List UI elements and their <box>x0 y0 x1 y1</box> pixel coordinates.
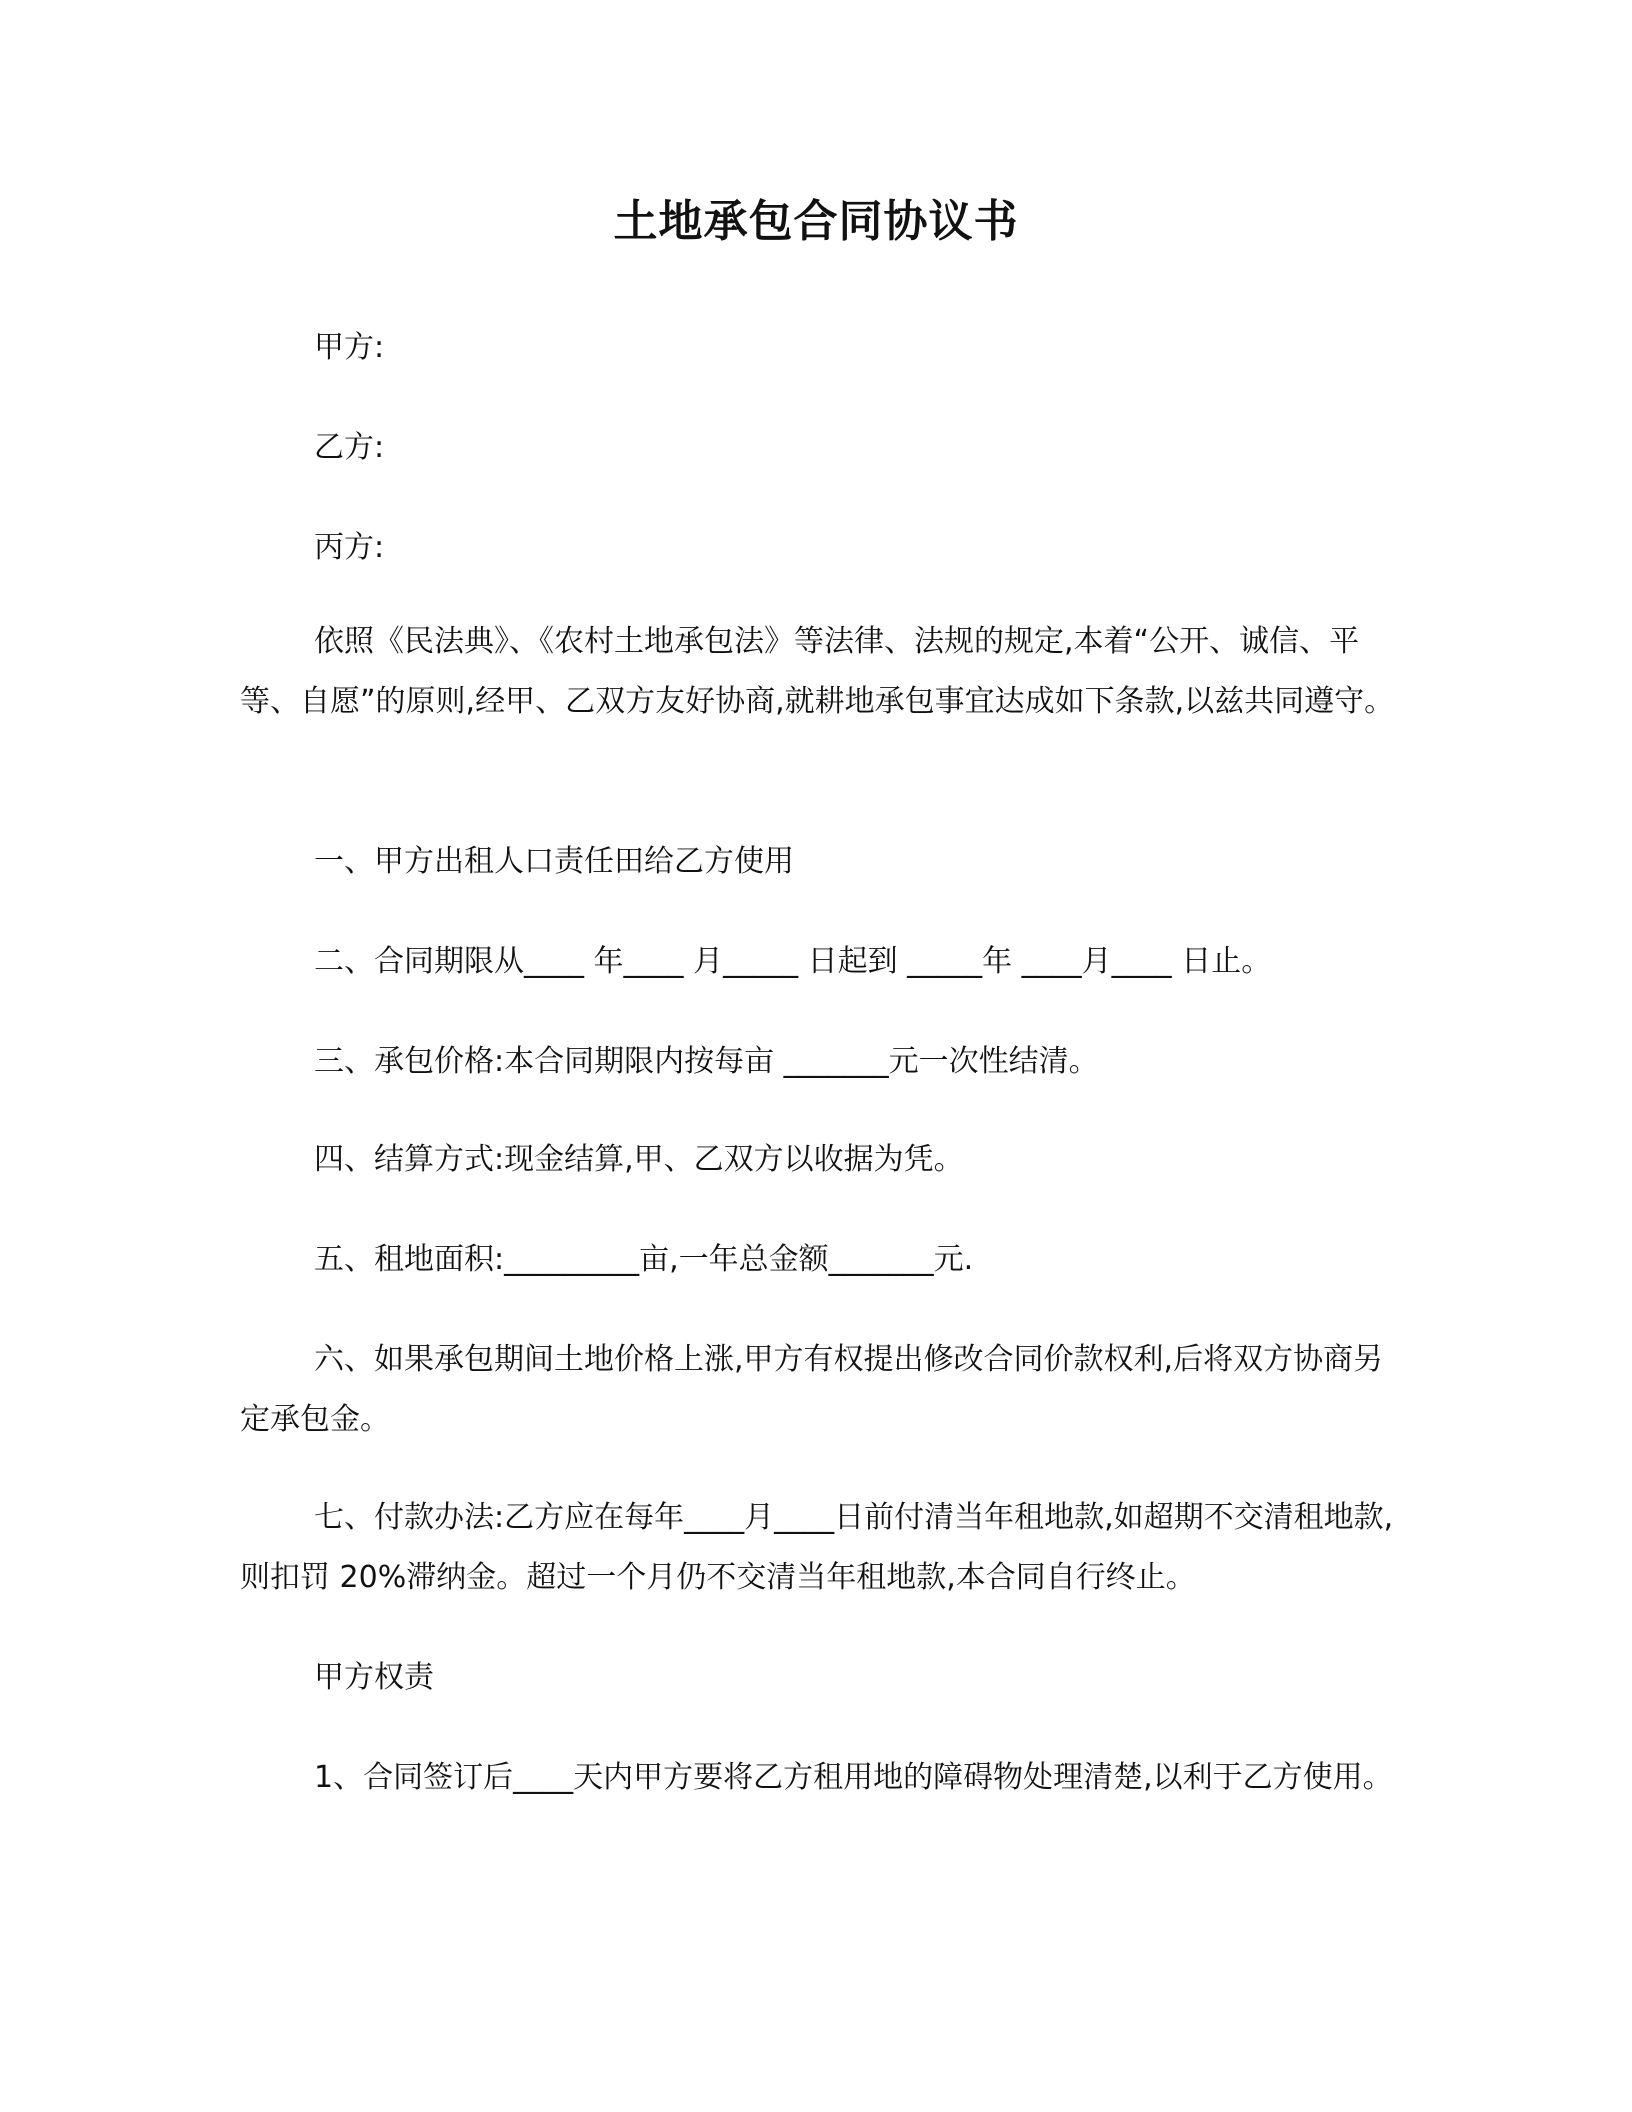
section-heading-party-a-duties: 甲方权责 <box>314 1660 434 1695</box>
clause-2: 二、合同期限从____ 年____ 月_____ 日起到 _____年 ____月____ 日止。 <box>314 944 1272 979</box>
clause-5: 五、租地面积:_________亩,一年总金额_______元. <box>314 1242 974 1277</box>
party-a-label: 甲方: <box>314 330 385 365</box>
preamble-paragraph: 依照《民法典》、《农村土地承包法》等法律、法规的规定,本着“公开、诚信、平等、自愿”的原则,经甲、乙双方友好协商,就耕地承包事宜达成如下条款,以兹共同遵守。 <box>240 624 1395 719</box>
party-a-duty-1: 1、合同签订后____天内甲方要将乙方租用地的障碍物处理清楚,以利于乙方使用。 <box>314 1760 1393 1795</box>
party-c-label: 丙方: <box>314 530 385 565</box>
document-title: 土地承包合同协议书 <box>613 196 1019 247</box>
clause-1: 一、甲方出租人口责任田给乙方使用 <box>314 844 794 879</box>
party-b-label: 乙方: <box>314 430 385 465</box>
clause-3: 三、承包价格:本合同期限内按每亩 _______元一次性结清。 <box>314 1044 1099 1079</box>
clause-7: 七、付款办法:乙方应在每年____月____日前付清当年租地款,如超期不交清租地款,则扣罚 20%滞纳金。超过一个月仍不交清当年租地款,本合同自行终止。 <box>240 1500 1394 1595</box>
clause-6: 六、如果承包期间土地价格上涨,甲方有权提出修改合同价款权利,后将双方协商另定承包金。 <box>240 1342 1384 1437</box>
clause-4: 四、结算方式:现金结算,甲、乙双方以收据为凭。 <box>314 1142 964 1177</box>
